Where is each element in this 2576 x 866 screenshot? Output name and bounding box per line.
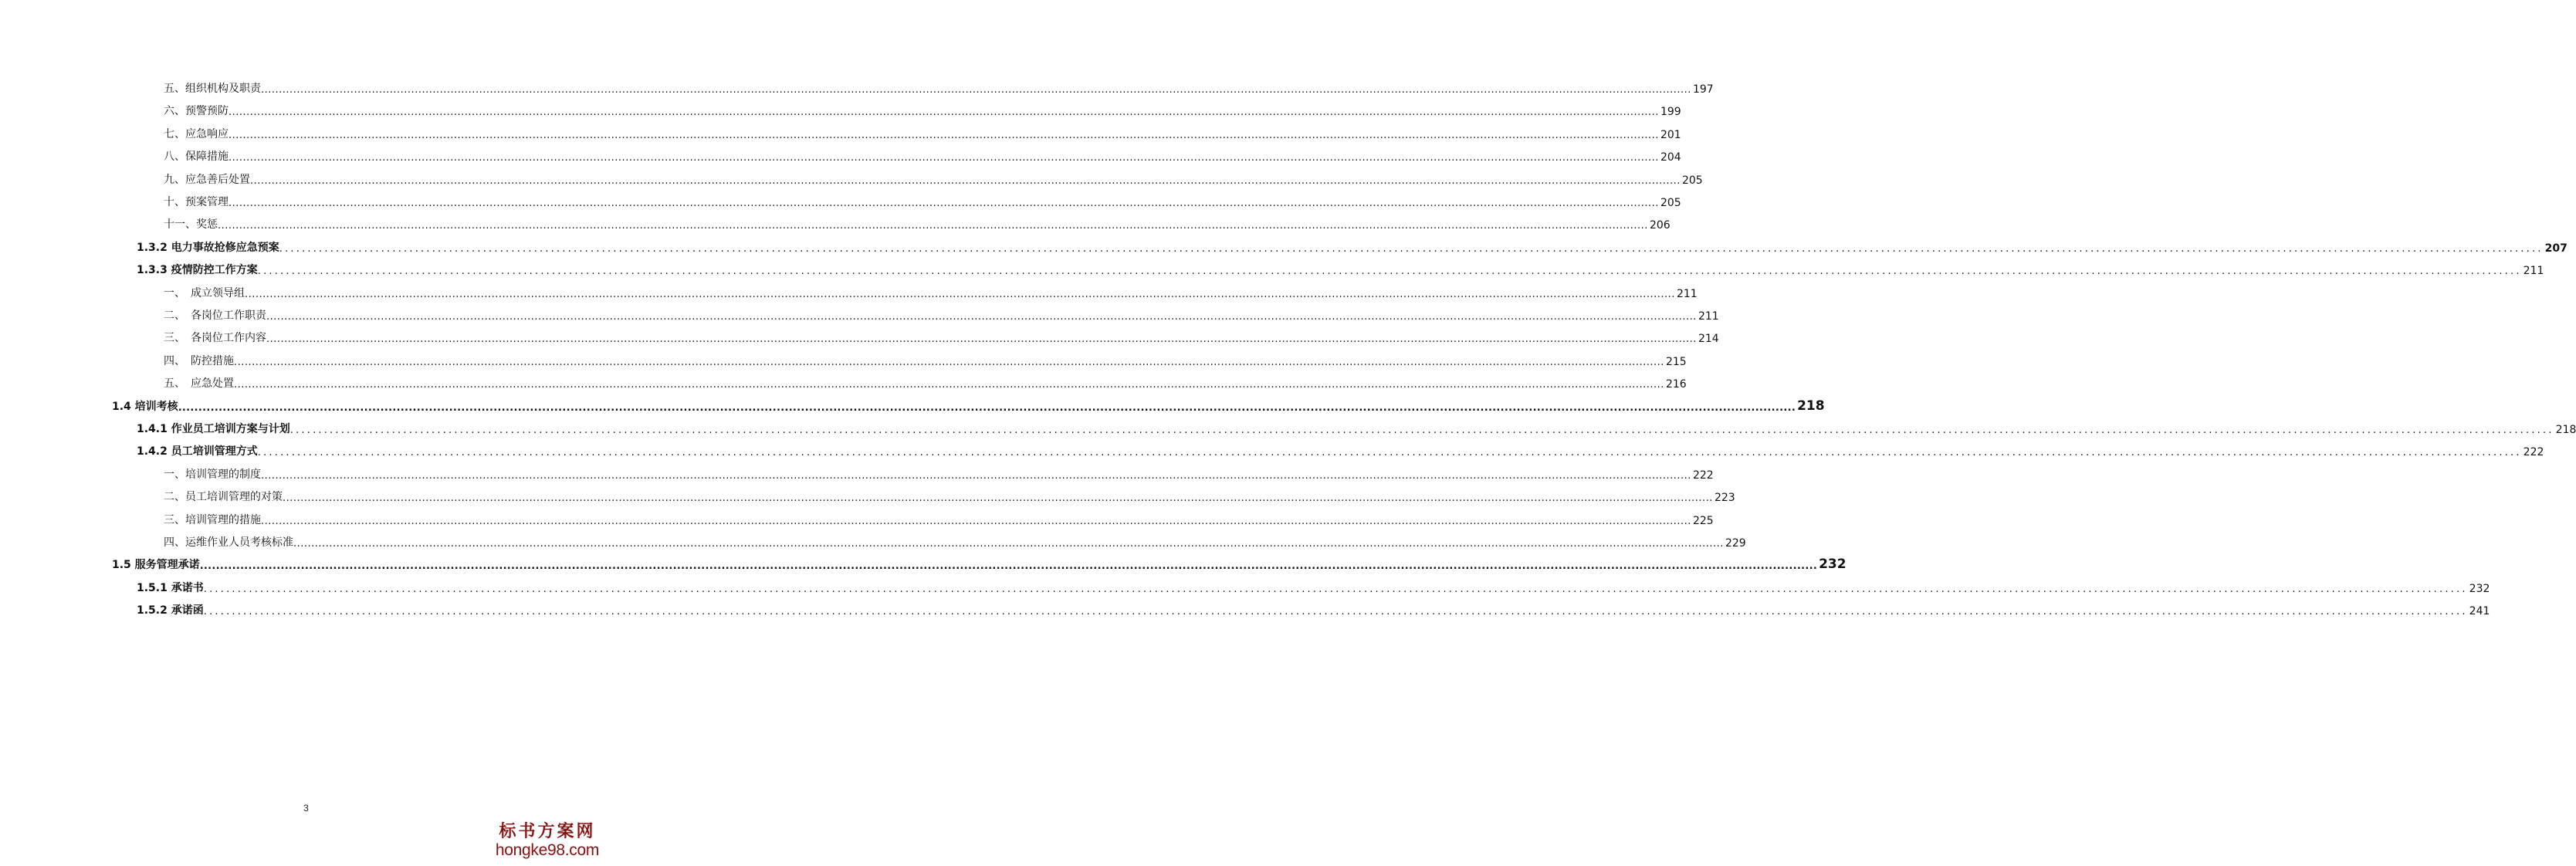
toc-entry-page: 216 <box>1665 378 1687 391</box>
toc-entry-title: 三、 各岗位工作内容 <box>164 332 266 344</box>
toc-entry-title: 八、保障措施 <box>164 151 228 163</box>
toc-entry-title: 一、 成立领导组 <box>164 287 245 299</box>
toc-entry-title: 1.5.1 承诺书 <box>137 582 204 594</box>
toc-entry-title: 四、运维作业人员考核标准 <box>164 536 293 549</box>
toc-dot-leader: ................................................................................................................................................................................................................................................................................................................................................................................................................ <box>261 84 1691 96</box>
toc-dot-leader: ................................................................................................................................................................................................................................................................................................................................................................................................................ <box>234 379 1664 391</box>
toc-entry[interactable] <box>164 145 1681 164</box>
toc-dot-leader: ................................................................................................................................................................................................................................................................................................................................................................................................................ <box>228 198 1659 209</box>
toc-entry-page: 232 <box>1819 556 1847 572</box>
toc-entry-title: 六、预警预防 <box>164 105 228 117</box>
toc-entry-title: 1.5.2 承诺函 <box>137 604 204 617</box>
toc-entry-title: 四、 防控措施 <box>164 355 234 367</box>
toc-entry-page: 222 <box>1692 469 1714 482</box>
toc-dot-leader: ................................................................................................................................................................................................................................................................................................................................................................................................................ <box>218 220 1648 232</box>
toc-entry-title: 十一、奖惩 <box>164 218 218 231</box>
toc-entry[interactable] <box>164 326 1719 345</box>
toc-entry-title: 三、培训管理的措施 <box>164 514 261 526</box>
toc-dot-leader: ................................................................................................................................................................................................................................................................................................................................................................................................................ <box>279 243 2544 255</box>
toc-entry[interactable] <box>112 553 1847 572</box>
toc-entry[interactable] <box>164 372 1687 391</box>
toc-entry-title: 五、 应急处置 <box>164 377 234 390</box>
toc-dot-leader: ................................................................................................................................................................................................................................................................................................................................................................................................................ <box>261 470 1691 482</box>
toc-entry-title: 七、应急响应 <box>164 128 228 140</box>
toc-entry-page: 218 <box>1797 398 1825 414</box>
toc-dot-leader: ................................................................................................................................................................................................................................................................................................................................................................................................................ <box>250 175 1681 187</box>
toc-entry-page: 241 <box>2469 605 2490 617</box>
toc-dot-leader: ................................................................................................................................................................................................................................................................................................................................................................................................................ <box>203 606 2468 617</box>
toc-entry-page: 211 <box>1698 310 1719 323</box>
toc-entry[interactable] <box>137 418 2576 436</box>
toc-dot-leader: ................................................................................................................................................................................................................................................................................................................................................................................................................ <box>178 402 1796 414</box>
toc-dot-leader: ................................................................................................................................................................................................................................................................................................................................................................................................................ <box>266 311 1697 323</box>
toc-entry-page: 207 <box>2544 242 2568 255</box>
toc-entry-page: 197 <box>1692 83 1714 96</box>
toc-entry-title: 二、 各岗位工作职责 <box>164 310 266 322</box>
toc-entry-title: 1.3.2 电力事故抢修应急预案 <box>137 242 279 254</box>
toc-entry[interactable] <box>164 531 1746 550</box>
toc-dot-leader: ................................................................................................................................................................................................................................................................................................................................................................................................................ <box>228 130 1659 141</box>
toc-entry-page: 232 <box>2469 583 2490 595</box>
toc-entry[interactable] <box>164 485 1735 504</box>
toc-entry[interactable] <box>137 577 2490 595</box>
toc-dot-leader: ................................................................................................................................................................................................................................................................................................................................................................................................................ <box>293 538 1724 550</box>
toc-entry-page: 222 <box>2523 446 2544 458</box>
toc-entry-page: 206 <box>1649 219 1671 232</box>
toc-dot-leader: ................................................................................................................................................................................................................................................................................................................................................................................................................ <box>199 560 1818 572</box>
toc-dot-leader: ................................................................................................................................................................................................................................................................................................................................................................................................................ <box>257 266 2522 277</box>
toc-dot-leader: ................................................................................................................................................................................................................................................................................................................................................................................................................ <box>245 289 1675 300</box>
toc-dot-leader: ................................................................................................................................................................................................................................................................................................................................................................................................................ <box>228 152 1659 164</box>
toc-entry[interactable] <box>137 599 2490 617</box>
page-number: 3 <box>303 803 309 814</box>
toc-entry[interactable] <box>112 395 1825 414</box>
toc-entry-title: 二、员工培训管理的对策 <box>164 491 283 503</box>
toc-entry-page: 199 <box>1660 106 1681 118</box>
toc-entry[interactable] <box>164 191 1681 209</box>
toc-entry-page: 205 <box>1681 174 1703 187</box>
toc-entry-page: 223 <box>1714 492 1735 504</box>
toc-dot-leader: ................................................................................................................................................................................................................................................................................................................................................................................................................ <box>261 516 1691 527</box>
toc-entry-page: 229 <box>1725 537 1746 550</box>
toc-entry-title: 1.3.3 疫情防控工作方案 <box>137 264 258 276</box>
watermark-url: hongke98.com <box>495 841 600 859</box>
toc-dot-leader: ................................................................................................................................................................................................................................................................................................................................................................................................................ <box>234 357 1664 368</box>
toc-entry-page: 218 <box>2555 424 2576 436</box>
toc-entry[interactable] <box>164 77 1714 96</box>
toc-dot-leader: ................................................................................................................................................................................................................................................................................................................................................................................................................ <box>283 492 1713 504</box>
toc-entry[interactable] <box>137 440 2544 458</box>
toc-entry[interactable] <box>137 259 2544 277</box>
toc-entry[interactable] <box>164 168 1703 187</box>
toc-dot-leader: ................................................................................................................................................................................................................................................................................................................................................................................................................ <box>266 333 1697 345</box>
toc-entry[interactable] <box>164 509 1714 527</box>
toc-entry-title: 一、培训管理的制度 <box>164 469 261 481</box>
toc-entry-page: 201 <box>1660 129 1681 141</box>
toc-entry-title: 1.5 服务管理承诺 <box>112 559 200 571</box>
toc-entry-title: 1.4.2 员工培训管理方式 <box>137 445 258 458</box>
toc-entry-page: 214 <box>1698 333 1719 345</box>
toc-entry[interactable] <box>164 463 1714 482</box>
watermark <box>493 821 601 860</box>
toc-entry-page: 225 <box>1692 515 1714 527</box>
toc-entry[interactable] <box>164 213 1671 232</box>
toc-entry-page: 204 <box>1660 151 1681 164</box>
toc-dot-leader: ................................................................................................................................................................................................................................................................................................................................................................................................................ <box>257 447 2522 458</box>
toc-entry-page: 211 <box>1676 288 1698 300</box>
toc-entry[interactable] <box>164 282 1698 300</box>
toc-entry-title: 九、应急善后处置 <box>164 174 250 186</box>
watermark-brand: 标书方案网 <box>499 821 596 841</box>
toc-entry-page: 205 <box>1660 197 1681 209</box>
toc-entry-page: 211 <box>2523 265 2544 277</box>
toc-entry-title: 1.4 培训考核 <box>112 401 178 413</box>
toc-entry-page: 215 <box>1665 356 1687 368</box>
toc-entry[interactable] <box>164 350 1687 368</box>
toc-entry[interactable] <box>164 100 1681 118</box>
toc-entry-title: 1.4.1 作业员工培训方案与计划 <box>137 423 290 435</box>
toc-dot-leader: ................................................................................................................................................................................................................................................................................................................................................................................................................ <box>228 107 1659 118</box>
toc-entry-title: 五、组织机构及职责 <box>164 83 261 95</box>
toc-entry[interactable] <box>164 304 1719 323</box>
toc-dot-leader: ................................................................................................................................................................................................................................................................................................................................................................................................................ <box>289 425 2554 436</box>
toc-entry[interactable] <box>137 236 2568 255</box>
toc-entry[interactable] <box>164 123 1681 141</box>
toc-dot-leader: ................................................................................................................................................................................................................................................................................................................................................................................................................ <box>203 584 2468 595</box>
toc-entry-title: 十、预案管理 <box>164 196 228 208</box>
